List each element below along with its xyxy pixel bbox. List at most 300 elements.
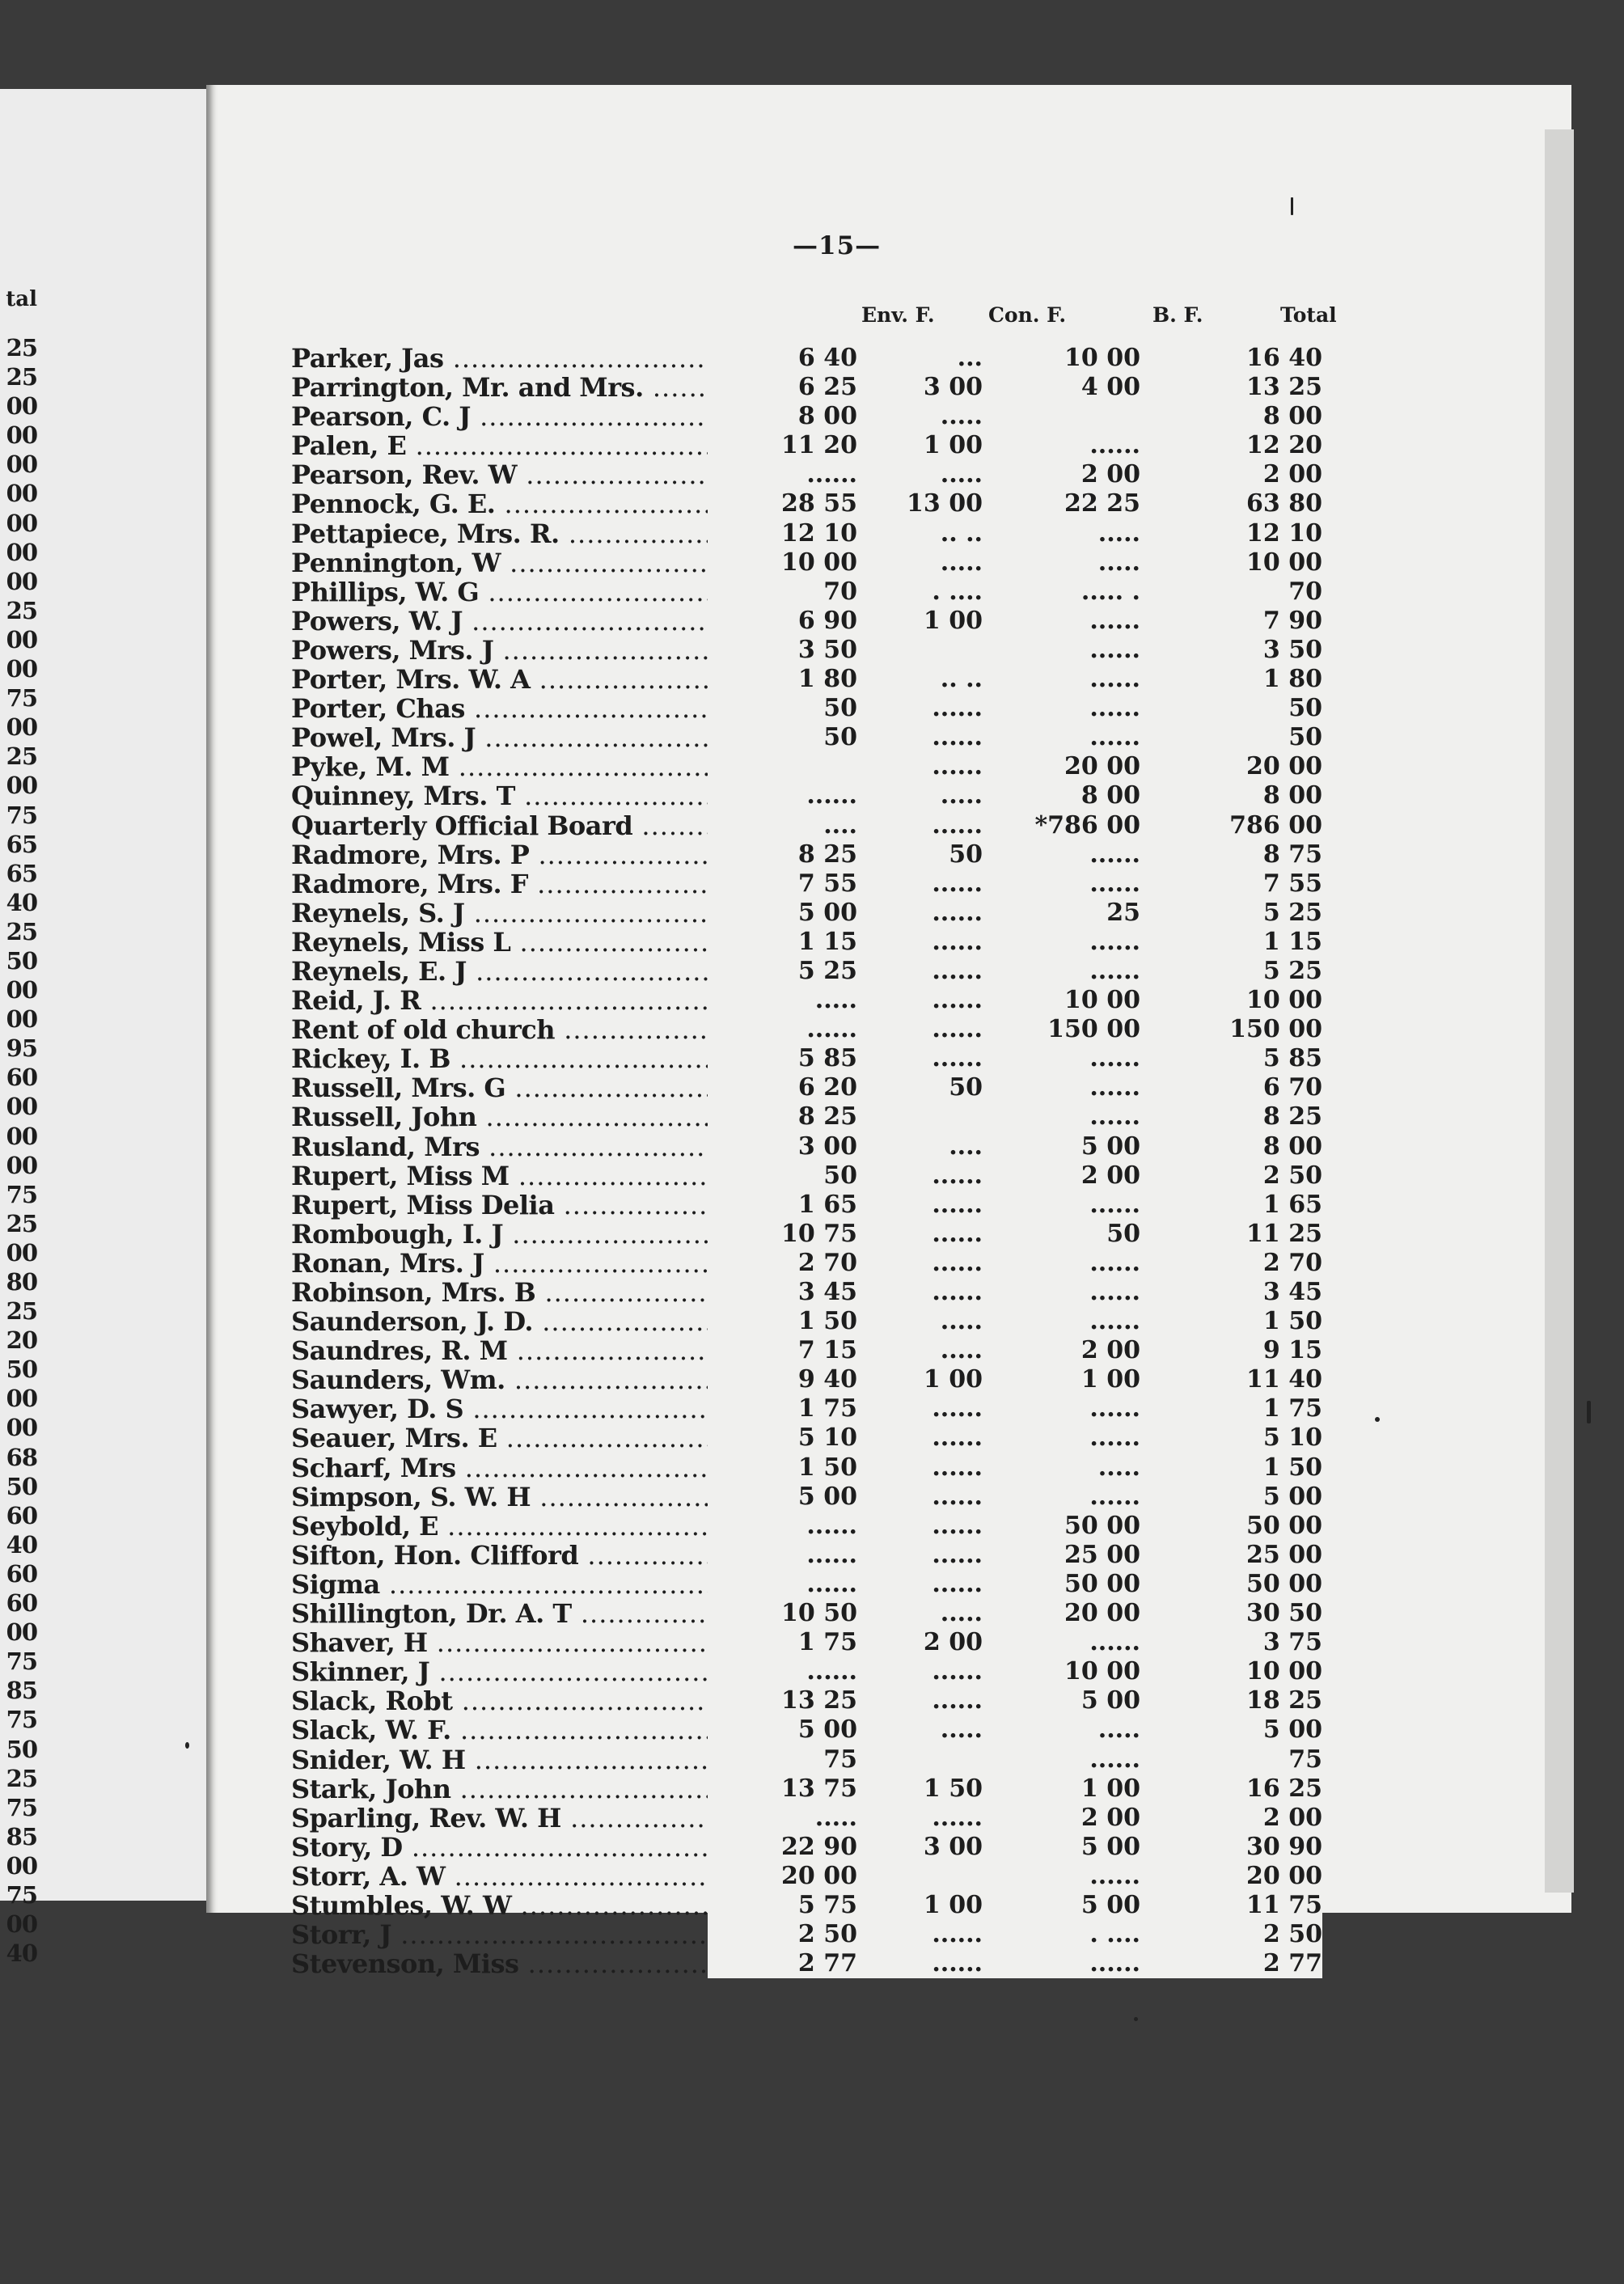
con-f-cell: ...... (857, 1804, 983, 1833)
con-f-cell: 3 00 (857, 1833, 983, 1862)
header-env-f: Env. F. (861, 303, 935, 327)
b-f-cell: ...... (983, 607, 1140, 636)
con-f-cell: ..... (857, 781, 983, 810)
contributor-name: Rupert, Miss Delia ..... (291, 1191, 857, 1220)
env-f-cell: ...... (708, 1657, 857, 1686)
con-f-cell: .. .. (857, 519, 983, 548)
total-cell: 3 50 (1140, 636, 1322, 665)
env-f-cell: 50 (708, 723, 857, 752)
ink-speck (1375, 1417, 1380, 1422)
env-f-cell: 3 45 (708, 1278, 857, 1307)
left-page-total-cell: 25 (6, 1297, 37, 1326)
contributor-name: Palen, E ..... (291, 431, 857, 460)
left-page-total-cell: 00 (6, 713, 37, 742)
b-f-cell: ..... (983, 548, 1140, 577)
contributor-name: Skinner, J ..... (291, 1657, 857, 1686)
ledger-row (291, 1220, 1359, 1249)
total-cell: 18 25 (1140, 1686, 1322, 1715)
env-f-cell: ...... (708, 1541, 857, 1570)
env-f-cell: 1 75 (708, 1628, 857, 1657)
left-page-total-cell: 00 (6, 480, 37, 508)
total-cell: 2 00 (1140, 1804, 1322, 1833)
b-f-cell: 50 00 (983, 1570, 1140, 1599)
ledger-row (291, 1862, 1359, 1891)
b-f-cell: ...... (983, 1307, 1140, 1336)
con-f-cell: .... (857, 1132, 983, 1161)
b-f-cell: 2 00 (983, 460, 1140, 489)
ledger-row (291, 1541, 1359, 1570)
ink-speck (185, 1742, 189, 1749)
env-f-cell: ..... (708, 986, 857, 1015)
env-f-cell: 3 50 (708, 636, 857, 665)
contributor-name: Seauer, Mrs. E ..... (291, 1423, 857, 1453)
b-f-cell: ...... (983, 1949, 1140, 1978)
left-page-total-cell: 00 (6, 1910, 37, 1939)
left-page-total-cell: 00 (6, 1238, 37, 1267)
contributor-name: Stevenson, Miss ..... (291, 1949, 857, 1978)
page-edge (1545, 129, 1574, 1893)
contributor-name: Radmore, Mrs. F ..... (291, 869, 857, 899)
con-f-cell (857, 636, 983, 665)
contributor-name: Stumbles, W. W ..... (291, 1891, 857, 1920)
left-page-total-cell: 00 (6, 421, 37, 450)
b-f-cell: 4 00 (983, 373, 1140, 402)
ledger-row (291, 431, 1359, 460)
total-cell: 50 00 (1140, 1512, 1322, 1541)
contributor-name: Saunderson, J. D. ..... (291, 1307, 857, 1336)
con-f-cell: ...... (857, 1191, 983, 1220)
total-cell: 1 50 (1140, 1453, 1322, 1482)
left-page-total-cell: 80 (6, 1268, 37, 1296)
b-f-cell: 1 00 (983, 1774, 1140, 1804)
contributor-name: Storr, A. W ..... (291, 1862, 857, 1891)
left-page-total-cell: 00 (6, 1122, 37, 1150)
contributor-name: Reynels, E. J ..... (291, 957, 857, 986)
left-page-total-cell: 25 (6, 596, 37, 624)
env-f-cell: 13 25 (708, 1686, 857, 1715)
header-con-f: Con. F. (988, 303, 1067, 327)
contributor-name: Powel, Mrs. J ..... (291, 723, 857, 752)
contributor-name: Sparling, Rev. W. H ..... (291, 1804, 857, 1833)
total-cell: 11 25 (1140, 1220, 1322, 1249)
total-cell: 7 90 (1140, 607, 1322, 636)
ink-speck (1587, 1401, 1591, 1423)
con-f-cell: ..... (857, 460, 983, 489)
left-page-total-cell: 75 (6, 1647, 37, 1676)
left-page-total-cell: 20 (6, 1326, 37, 1355)
env-f-cell: 5 10 (708, 1423, 857, 1453)
total-cell: 8 00 (1140, 781, 1322, 810)
contributor-name: Quinney, Mrs. T ..... (291, 781, 857, 810)
con-f-cell: . .... (857, 577, 983, 607)
con-f-cell: ...... (857, 1570, 983, 1599)
b-f-cell: 5 00 (983, 1686, 1140, 1715)
left-page-total-cell: 75 (6, 1706, 37, 1734)
con-f-cell: ...... (857, 811, 983, 840)
total-cell: 10 00 (1140, 1657, 1322, 1686)
header-total: Total (1280, 303, 1337, 327)
con-f-cell: 13 00 (857, 489, 983, 518)
left-page-total-cell: 00 (6, 772, 37, 800)
b-f-cell: 5 00 (983, 1833, 1140, 1862)
env-f-cell: 7 15 (708, 1336, 857, 1365)
left-page-total-cell: 00 (6, 509, 37, 537)
left-page-total-cell: 65 (6, 859, 37, 887)
env-f-cell: 1 50 (708, 1453, 857, 1482)
con-f-cell: ...... (857, 1394, 983, 1423)
left-page-total-cell: 60 (6, 1589, 37, 1618)
env-f-cell: 22 90 (708, 1833, 857, 1862)
ledger-row (291, 752, 1359, 781)
b-f-cell: 10 00 (983, 344, 1140, 373)
con-f-cell: ..... (857, 548, 983, 577)
header-b-f: B. F. (1152, 303, 1203, 327)
total-cell: 6 70 (1140, 1073, 1322, 1102)
total-cell: 63 80 (1140, 489, 1322, 518)
ledger-row (291, 1365, 1359, 1394)
env-f-cell: ...... (708, 781, 857, 810)
left-page-total-cell: 25 (6, 742, 37, 771)
ledger-row (291, 1102, 1359, 1131)
contributor-name: Russell, John ..... (291, 1102, 857, 1131)
b-f-cell: 10 00 (983, 1657, 1140, 1686)
total-cell: 150 00 (1140, 1015, 1322, 1044)
b-f-cell: 25 (983, 899, 1140, 928)
con-f-cell: ...... (857, 1220, 983, 1249)
contributor-name: Simpson, S. W. H ..... (291, 1482, 857, 1512)
contributor-name: Sawyer, D. S ..... (291, 1394, 857, 1423)
contributor-name: Parker, Jas ..... (291, 344, 857, 373)
env-f-cell: 10 75 (708, 1220, 857, 1249)
b-f-cell: 2 00 (983, 1336, 1140, 1365)
b-f-cell: 2 00 (983, 1804, 1140, 1833)
ledger-row (291, 344, 1359, 373)
ledger-row (291, 1949, 1359, 1978)
left-page-total-cell: 75 (6, 801, 37, 829)
con-f-cell: ...... (857, 723, 983, 752)
contributor-name: Powers, W. J ..... (291, 607, 857, 636)
env-f-cell: 75 (708, 1745, 857, 1774)
ledger-row (291, 519, 1359, 548)
total-cell: 8 00 (1140, 402, 1322, 431)
total-cell: 70 (1140, 577, 1322, 607)
env-f-cell: 28 55 (708, 489, 857, 518)
ledger-row (291, 1804, 1359, 1833)
ledger-row (291, 548, 1359, 577)
contributor-name: Russell, Mrs. G ..... (291, 1073, 857, 1102)
b-f-cell: 150 00 (983, 1015, 1140, 1044)
total-cell: 1 80 (1140, 665, 1322, 694)
b-f-cell: 20 00 (983, 1599, 1140, 1628)
total-cell: 1 75 (1140, 1394, 1322, 1423)
ledger-row (291, 1336, 1359, 1365)
env-f-cell: 20 00 (708, 1862, 857, 1891)
env-f-cell: 6 25 (708, 373, 857, 402)
left-page-total-cell: 60 (6, 1501, 37, 1529)
total-cell: 12 20 (1140, 431, 1322, 460)
b-f-cell: ...... (983, 1745, 1140, 1774)
b-f-cell: ...... (983, 1278, 1140, 1307)
ledger-row (291, 1249, 1359, 1278)
env-f-cell: 5 25 (708, 957, 857, 986)
b-f-cell: ...... (983, 840, 1140, 869)
env-f-cell: 2 50 (708, 1920, 857, 1949)
env-f-cell: 6 20 (708, 1073, 857, 1102)
ledger-row (291, 1132, 1359, 1161)
ledger-row (291, 928, 1359, 957)
con-f-cell: ...... (857, 1657, 983, 1686)
total-cell: 50 00 (1140, 1570, 1322, 1599)
left-page-total-cell: 75 (6, 684, 37, 713)
con-f-cell: ...... (857, 1512, 983, 1541)
env-f-cell: ...... (708, 1512, 857, 1541)
total-cell: 75 (1140, 1745, 1322, 1774)
left-page-total-cell: 85 (6, 1677, 37, 1705)
b-f-cell: 5 00 (983, 1891, 1140, 1920)
total-cell: 5 25 (1140, 899, 1322, 928)
total-cell: 11 40 (1140, 1365, 1322, 1394)
contributor-name: Sifton, Hon. Clifford ..... (291, 1541, 857, 1570)
b-f-cell: 5 00 (983, 1132, 1140, 1161)
left-page-total-cell: 75 (6, 1180, 37, 1208)
con-f-cell: 2 00 (857, 1628, 983, 1657)
con-f-cell: 1 50 (857, 1774, 983, 1804)
ledger-row (291, 1833, 1359, 1862)
left-page-total-cell: 00 (6, 392, 37, 421)
contributor-name: Story, D ..... (291, 1833, 857, 1862)
left-page-total-cell: 60 (6, 1064, 37, 1092)
ledger-row (291, 1307, 1359, 1336)
b-f-cell: ...... (983, 723, 1140, 752)
contributor-name: Pennock, G. E. ..... (291, 489, 857, 518)
b-f-cell: ...... (983, 869, 1140, 899)
ledger-row (291, 1044, 1359, 1073)
left-page-total-cell: 65 (6, 830, 37, 858)
ledger-row (291, 665, 1359, 694)
env-f-cell: 5 00 (708, 1715, 857, 1745)
env-f-cell: ..... (708, 1804, 857, 1833)
b-f-cell: ...... (983, 1482, 1140, 1512)
left-page-total-cell: 75 (6, 1793, 37, 1821)
env-f-cell: 1 65 (708, 1191, 857, 1220)
env-f-cell: 70 (708, 577, 857, 607)
ink-speck (1291, 197, 1293, 215)
left-page-total-cell: 00 (6, 1385, 37, 1413)
contributor-name: Robinson, Mrs. B ..... (291, 1278, 857, 1307)
ledger-row (291, 607, 1359, 636)
b-f-cell: ..... . (983, 577, 1140, 607)
contributor-name: Slack, W. F. ..... (291, 1715, 857, 1745)
env-f-cell: 5 00 (708, 1482, 857, 1512)
ledger-row (291, 1073, 1359, 1102)
con-f-cell: ...... (857, 1686, 983, 1715)
left-page-total-cell: 00 (6, 1851, 37, 1880)
env-f-cell: 13 75 (708, 1774, 857, 1804)
ledger-row (291, 899, 1359, 928)
contributor-name: Rusland, Mrs ..... (291, 1132, 857, 1161)
env-f-cell: 10 00 (708, 548, 857, 577)
ledger-row (291, 1161, 1359, 1191)
left-page-total-cell: 40 (6, 1939, 37, 1968)
total-cell: 11 75 (1140, 1891, 1322, 1920)
env-f-cell: 12 10 (708, 519, 857, 548)
total-cell: 30 90 (1140, 1833, 1322, 1862)
contributor-name: Radmore, Mrs. P ..... (291, 840, 857, 869)
left-page-total-cell: 50 (6, 1735, 37, 1763)
b-f-cell: ...... (983, 665, 1140, 694)
env-f-cell: ...... (708, 460, 857, 489)
con-f-cell: ...... (857, 869, 983, 899)
total-cell: 7 55 (1140, 869, 1322, 899)
con-f-cell: .. .. (857, 665, 983, 694)
b-f-cell: 1 00 (983, 1365, 1140, 1394)
ledger-row (291, 373, 1359, 402)
b-f-cell: ...... (983, 1862, 1140, 1891)
contributor-name: Reynels, Miss L ..... (291, 928, 857, 957)
left-page-total-cell: 25 (6, 363, 37, 391)
b-f-cell: 22 25 (983, 489, 1140, 518)
ledger-row (291, 1015, 1359, 1044)
ledger-row (291, 957, 1359, 986)
total-cell: 1 15 (1140, 928, 1322, 957)
con-f-cell (857, 1862, 983, 1891)
ledger-row (291, 1570, 1359, 1599)
con-f-cell: 1 00 (857, 1891, 983, 1920)
ink-speck (1134, 2017, 1138, 2021)
ledger-row (291, 1920, 1359, 1949)
b-f-cell: 10 00 (983, 986, 1140, 1015)
total-cell: 5 85 (1140, 1044, 1322, 1073)
con-f-cell: ...... (857, 1949, 983, 1978)
total-cell: 20 00 (1140, 752, 1322, 781)
left-page-total-cell: 00 (6, 1618, 37, 1647)
contributor-name: Scharf, Mrs ..... (291, 1453, 857, 1482)
con-f-cell: 3 00 (857, 373, 983, 402)
env-f-cell: .... (708, 811, 857, 840)
contributor-name: Saunders, Wm. ..... (291, 1365, 857, 1394)
left-page-total-cell: 60 (6, 1559, 37, 1588)
env-f-cell: 2 70 (708, 1249, 857, 1278)
ledger-row (291, 636, 1359, 665)
total-cell: 16 25 (1140, 1774, 1322, 1804)
b-f-cell: ...... (983, 928, 1140, 957)
con-f-cell: ...... (857, 1249, 983, 1278)
contributor-name: Rombough, I. J ..... (291, 1220, 857, 1249)
contributor-name: Phillips, W. G ..... (291, 577, 857, 607)
page-number: —15— (793, 231, 882, 260)
ledger-row (291, 781, 1359, 810)
ledger-row (291, 1657, 1359, 1686)
total-cell: 3 75 (1140, 1628, 1322, 1657)
contributor-name: Powers, Mrs. J ..... (291, 636, 857, 665)
con-f-cell: ...... (857, 1161, 983, 1191)
total-cell: 9 15 (1140, 1336, 1322, 1365)
contributor-name: Saundres, R. M ..... (291, 1336, 857, 1365)
total-cell: 3 45 (1140, 1278, 1322, 1307)
b-f-cell: 50 (983, 1220, 1140, 1249)
total-cell: 2 50 (1140, 1161, 1322, 1191)
con-f-cell: ...... (857, 694, 983, 723)
env-f-cell (708, 752, 857, 781)
contributor-name: Reid, J. R ..... (291, 986, 857, 1015)
contributor-name: Stark, John ..... (291, 1774, 857, 1804)
contributor-name: Sigma ..... (291, 1570, 857, 1599)
total-cell: 50 (1140, 694, 1322, 723)
ledger-row (291, 840, 1359, 869)
left-page-total-cell: 00 (6, 450, 37, 479)
contributor-name: Porter, Mrs. W. A ..... (291, 665, 857, 694)
left-page-total-cell: 00 (6, 1005, 37, 1034)
b-f-cell: 20 00 (983, 752, 1140, 781)
b-f-cell: ...... (983, 1044, 1140, 1073)
ledger-row (291, 986, 1359, 1015)
ledger-row (291, 1774, 1359, 1804)
b-f-cell: ...... (983, 636, 1140, 665)
ledger-row (291, 1715, 1359, 1745)
ledger-row (291, 489, 1359, 518)
ledger-row (291, 869, 1359, 899)
b-f-cell: ...... (983, 1628, 1140, 1657)
con-f-cell: ...... (857, 1482, 983, 1512)
ledger-row (291, 1191, 1359, 1220)
env-f-cell: 8 25 (708, 840, 857, 869)
b-f-cell: *786 00 (983, 811, 1140, 840)
ledger-row (291, 1686, 1359, 1715)
con-f-cell: ...... (857, 1044, 983, 1073)
env-f-cell: 8 00 (708, 402, 857, 431)
total-cell: 5 00 (1140, 1482, 1322, 1512)
left-page-total-cell: 25 (6, 334, 37, 362)
con-f-cell: ...... (857, 986, 983, 1015)
left-page-total-cell: 00 (6, 625, 37, 653)
b-f-cell (983, 402, 1140, 431)
total-cell: 8 25 (1140, 1102, 1322, 1131)
b-f-cell: ...... (983, 1423, 1140, 1453)
contributor-name: Ronan, Mrs. J ..... (291, 1249, 857, 1278)
left-page-total-cell: 00 (6, 655, 37, 683)
b-f-cell: ..... (983, 1453, 1140, 1482)
ledger-row (291, 460, 1359, 489)
env-f-cell: 5 85 (708, 1044, 857, 1073)
contributor-name: Pearson, C. J ..... (291, 402, 857, 431)
contributor-name: Rickey, I. B ..... (291, 1044, 857, 1073)
total-cell: 16 40 (1140, 344, 1322, 373)
env-f-cell: ...... (708, 1015, 857, 1044)
total-cell: 10 00 (1140, 548, 1322, 577)
subscription-ledger-table (291, 344, 1359, 1978)
contributor-name: Snider, W. H ..... (291, 1745, 857, 1774)
b-f-cell: ...... (983, 694, 1140, 723)
contributor-name: Shaver, H ..... (291, 1628, 857, 1657)
env-f-cell: 1 15 (708, 928, 857, 957)
con-f-cell: ...... (857, 1423, 983, 1453)
contributor-name: Rent of old church ..... (291, 1015, 857, 1044)
total-cell: 2 50 (1140, 1920, 1322, 1949)
total-cell: 10 00 (1140, 986, 1322, 1015)
env-f-cell: 7 55 (708, 869, 857, 899)
env-f-cell: 50 (708, 1161, 857, 1191)
total-cell: 786 00 (1140, 811, 1322, 840)
left-page-total-cell: 40 (6, 1530, 37, 1559)
con-f-cell: ...... (857, 1541, 983, 1570)
total-cell: 50 (1140, 723, 1322, 752)
left-page-total-cell: 68 (6, 1443, 37, 1471)
total-cell: 30 50 (1140, 1599, 1322, 1628)
con-f-cell: ..... (857, 1715, 983, 1745)
contributor-name: Pearson, Rev. W ..... (291, 460, 857, 489)
contributor-name: Pettapiece, Mrs. R. ..... (291, 519, 857, 548)
b-f-cell: ...... (983, 1102, 1140, 1131)
